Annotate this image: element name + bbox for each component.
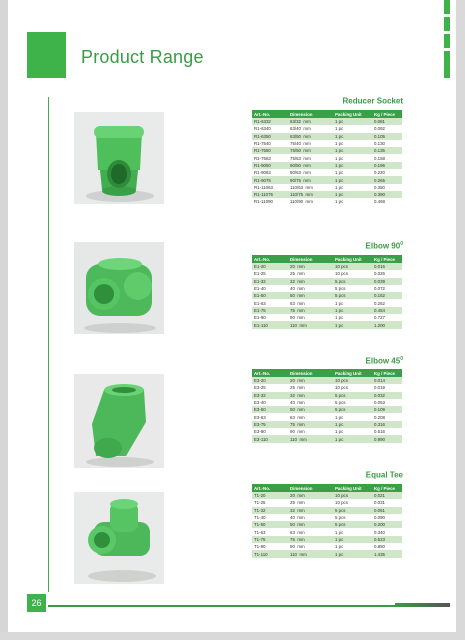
table-cell: 32 mm: [288, 392, 333, 399]
table-cell: 1 pc: [333, 435, 372, 442]
left-frame-border: [0, 0, 8, 640]
table-cell: 1 pc: [335, 199, 344, 205]
table-row: [252, 285, 402, 292]
page-title: Product Range: [81, 47, 204, 67]
table-row: [252, 176, 402, 183]
table-cell: 90 mm: [290, 315, 305, 321]
table-cell: E3-90: [254, 429, 266, 435]
column-header: Art.-No.: [252, 255, 288, 263]
table-cell: R1-7550: [252, 147, 288, 154]
table-cell: 5 pcs: [335, 400, 346, 406]
table-cell: T1-32: [252, 507, 288, 514]
table-cell: E3-50: [252, 406, 288, 413]
table-cell: E1-20: [252, 263, 288, 270]
section-title-equal-tee: Equal Tee: [365, 470, 403, 480]
table-cell: 20 mm: [288, 492, 333, 499]
table-cell: E1-75: [252, 307, 288, 314]
table-cell: 1 pc: [333, 550, 372, 557]
table-cell: 40 mm: [290, 286, 305, 292]
table-header-row: [252, 369, 402, 377]
table-cell: 5 pcs: [333, 278, 372, 285]
table-cell: 63 mm: [290, 414, 305, 420]
table-cell: 63/32 mm: [288, 118, 333, 125]
table-cell: 1 pc: [335, 170, 344, 176]
column-header: Kg / Piece: [372, 110, 402, 118]
table-cell: 0.135: [372, 147, 402, 154]
table-row: [252, 154, 402, 161]
column-header: Packing Unit: [333, 110, 372, 118]
table-cell: R1-6332: [252, 118, 288, 125]
table-header-row: [252, 484, 402, 492]
table-row: [252, 270, 402, 277]
table-cell: 1 pc: [335, 126, 344, 132]
table-row: [252, 377, 402, 384]
table-cell: 1 pc: [335, 155, 344, 161]
table-cell: 0.021: [372, 492, 402, 499]
table-cell: 110/75 mm: [288, 191, 333, 198]
table-cell: 0.468: [374, 199, 385, 205]
table-cell: 110/63 mm: [290, 184, 313, 190]
table-cell: 25 mm: [290, 385, 305, 391]
table-cell: 5 pcs: [333, 392, 372, 399]
footer-line: [48, 605, 398, 607]
table-cell: 5 pcs: [335, 286, 346, 292]
table-cell: 0.158: [374, 155, 385, 161]
elbow-90-table: [252, 255, 402, 329]
table-row: [252, 263, 402, 270]
table-cell: 1.435: [372, 550, 402, 557]
table-row: [252, 384, 402, 391]
table-header-row: [252, 110, 402, 118]
footer-gradient-bar: [395, 603, 450, 607]
table-cell: 1 pc: [335, 429, 344, 435]
section-title-reducer-socket: Reducer Socket: [342, 96, 403, 106]
table-cell: E3-25: [254, 385, 266, 391]
table-cell: 10 pcs: [335, 500, 348, 506]
table-cell: 50 mm: [288, 406, 333, 413]
table-cell: 1 pc: [335, 414, 344, 420]
table-cell: 0.162: [372, 292, 402, 299]
table-row: [252, 321, 402, 328]
table-cell: 90/63 mm: [290, 170, 311, 176]
table-cell: 0.026: [374, 271, 385, 277]
table-cell: E3-40: [254, 400, 266, 406]
table-cell: 5 pcs: [333, 521, 372, 528]
table-cell: 90/50 mm: [288, 162, 333, 169]
table-cell: 1 pc: [335, 184, 344, 190]
column-header: Packing Unit: [333, 484, 372, 492]
table-cell: 0.196: [372, 162, 402, 169]
table-cell: T1-63: [254, 529, 266, 535]
table-cell: 1 pc: [333, 118, 372, 125]
table-row: [252, 392, 402, 399]
column-header: Art.-No.: [252, 369, 288, 377]
table-cell: 0.265: [372, 176, 402, 183]
table-cell: 0.454: [372, 307, 402, 314]
section-title-elbow-90: Elbow $90^0$: [365, 241, 403, 251]
right-frame-border: [456, 0, 465, 640]
table-row: [252, 499, 402, 506]
table-cell: 20 mm: [288, 377, 333, 384]
table-cell: R1-7540: [254, 141, 271, 147]
table-row: [252, 521, 402, 528]
table-cell: 0.316: [372, 421, 402, 428]
table-cell: 1 pc: [333, 147, 372, 154]
table-cell: 110 mm: [288, 435, 333, 442]
table-cell: 90/75 mm: [288, 176, 333, 183]
column-header: Kg / Piece: [372, 369, 402, 377]
table-cell: E1-90: [254, 315, 266, 321]
table-cell: 50 mm: [288, 292, 333, 299]
column-header: Packing Unit: [333, 255, 372, 263]
elbow-90-image: [74, 242, 164, 334]
side-stripes-decoration: [444, 0, 450, 78]
table-cell: 0.105: [372, 133, 402, 140]
table-cell: 0.727: [374, 315, 385, 321]
reducer-socket-table: [252, 110, 402, 206]
table-row: [252, 118, 402, 125]
table-cell: 32 mm: [288, 278, 333, 285]
table-cell: 1 pc: [333, 162, 372, 169]
table-cell: 1 pc: [335, 141, 344, 147]
table-cell: 0.262: [374, 300, 385, 306]
table-row: [252, 140, 402, 147]
table-cell: 0.220: [374, 170, 385, 176]
table-row: [252, 492, 402, 499]
table-cell: 1 pc: [335, 544, 344, 550]
table-cell: 63 mm: [290, 529, 305, 535]
table-cell: 0.051: [372, 507, 402, 514]
table-cell: 0.340: [374, 529, 385, 535]
table-row: [252, 169, 402, 176]
table-cell: 10 pcs: [333, 492, 372, 499]
table-cell: E3-32: [252, 392, 288, 399]
table-row: [252, 133, 402, 140]
table-cell: 0.032: [372, 392, 402, 399]
table-row: [252, 399, 402, 406]
table-cell: E1-110: [252, 321, 288, 328]
table-cell: 0.109: [372, 406, 402, 413]
table-row: [252, 307, 402, 314]
table-cell: 90 mm: [290, 544, 305, 550]
table-row: [252, 550, 402, 557]
table-cell: 90 mm: [290, 429, 305, 435]
equal-tee-table: [252, 484, 402, 558]
table-row: [252, 435, 402, 442]
table-cell: 1 pc: [333, 191, 372, 198]
table-row: [252, 413, 402, 420]
table-cell: R1-9075: [252, 176, 288, 183]
table-row: [252, 292, 402, 299]
table-cell: 0.523: [372, 536, 402, 543]
table-cell: E3-110: [252, 435, 288, 442]
table-cell: R1-11090: [254, 199, 273, 205]
table-cell: R1-9050: [252, 162, 288, 169]
table-cell: E3-20: [252, 377, 288, 384]
table-cell: T1-90: [254, 544, 266, 550]
table-cell: E1-50: [252, 292, 288, 299]
table-cell: 0.200: [372, 521, 402, 528]
table-header-row: [252, 255, 402, 263]
column-header: Dimension: [288, 369, 333, 377]
table-cell: 75/50 mm: [288, 147, 333, 154]
table-row: [252, 514, 402, 521]
table-cell: 75 mm: [288, 536, 333, 543]
table-cell: 1 pc: [333, 307, 372, 314]
table-cell: 1 pc: [333, 133, 372, 140]
table-cell: E3-75: [252, 421, 288, 428]
table-cell: 110 mm: [288, 321, 333, 328]
column-header: Kg / Piece: [372, 255, 402, 263]
table-row: [252, 162, 402, 169]
table-cell: E3-63: [254, 414, 266, 420]
table-cell: 0.039: [372, 278, 402, 285]
table-cell: 1 pc: [333, 176, 372, 183]
table-cell: E1-32: [252, 278, 288, 285]
elbow-45-image: [74, 374, 164, 468]
table-row: [252, 278, 402, 285]
table-cell: R1-11063: [254, 184, 273, 190]
table-cell: 1 pc: [333, 321, 372, 328]
table-cell: 63/50 mm: [288, 133, 333, 140]
table-cell: 0.516: [374, 429, 385, 435]
table-cell: R1-7563: [254, 155, 271, 161]
table-cell: E1-25: [254, 271, 266, 277]
table-cell: R1-11075: [252, 191, 288, 198]
table-cell: 40 mm: [290, 400, 305, 406]
table-cell: 40 mm: [290, 515, 305, 521]
table-cell: 0.014: [372, 377, 402, 384]
table-row: [252, 314, 402, 321]
table-row: [252, 406, 402, 413]
section-title-elbow-45: Elbow $45^0$: [365, 356, 403, 366]
vertical-divider: [48, 97, 49, 592]
table-row: [252, 421, 402, 428]
table-cell: 1 pc: [335, 315, 344, 321]
table-cell: T1-25: [254, 500, 266, 506]
table-row: [252, 191, 402, 198]
table-row: [252, 528, 402, 535]
table-cell: R1-9063: [254, 170, 271, 176]
table-cell: 20 mm: [288, 263, 333, 270]
table-cell: 32 mm: [288, 507, 333, 514]
table-cell: 75 mm: [288, 421, 333, 428]
table-cell: 10 pcs: [335, 271, 348, 277]
table-row: [252, 299, 402, 306]
table-cell: 0.208: [374, 414, 385, 420]
table-cell: 0.016: [372, 263, 402, 270]
header-green-block: [27, 32, 66, 78]
column-header: Art.-No.: [252, 484, 288, 492]
table-cell: 1 pc: [333, 421, 372, 428]
table-cell: 5 pcs: [333, 507, 372, 514]
table-cell: T1-20: [252, 492, 288, 499]
table-cell: 5 pcs: [335, 515, 346, 521]
column-header: Art.-No.: [252, 110, 288, 118]
table-row: [252, 428, 402, 435]
table-cell: E1-63: [254, 300, 266, 306]
table-cell: 63/40 mm: [290, 126, 311, 132]
table-cell: 5 pcs: [333, 292, 372, 299]
table-cell: 0.090: [374, 515, 385, 521]
table-cell: T1-75: [252, 536, 288, 543]
table-cell: 0.019: [374, 385, 385, 391]
table-cell: 110 mm: [288, 550, 333, 557]
table-row: [252, 125, 402, 132]
elbow-45-table: [252, 369, 402, 443]
table-cell: 5 pcs: [333, 406, 372, 413]
column-header: Dimension: [288, 484, 333, 492]
table-row: [252, 198, 402, 205]
table-cell: 1.200: [372, 321, 402, 328]
equal-tee-image: [74, 492, 164, 584]
column-header: Packing Unit: [333, 369, 372, 377]
table-cell: E1-40: [254, 286, 266, 292]
table-cell: 63 mm: [290, 300, 305, 306]
table-cell: T1-50: [252, 521, 288, 528]
table-row: [252, 507, 402, 514]
table-cell: 0.350: [374, 184, 385, 190]
reducer-socket-image: [74, 112, 164, 204]
table-cell: 0.990: [372, 435, 402, 442]
table-cell: 0.850: [374, 544, 385, 550]
table-cell: 0.130: [374, 141, 385, 147]
table-cell: 0.390: [372, 191, 402, 198]
table-cell: 75 mm: [288, 307, 333, 314]
table-row: [252, 184, 402, 191]
table-row: [252, 536, 402, 543]
table-cell: 1 pc: [335, 300, 344, 306]
table-row: [252, 543, 402, 550]
table-cell: 50 mm: [288, 521, 333, 528]
bottom-frame-border: [0, 632, 465, 640]
column-header: Dimension: [288, 110, 333, 118]
table-row: [252, 147, 402, 154]
table-cell: 75/40 mm: [290, 141, 311, 147]
column-header: Kg / Piece: [372, 484, 402, 492]
table-cell: 0.053: [374, 400, 385, 406]
table-cell: 1 pc: [335, 529, 344, 535]
table-cell: T1-110: [252, 550, 288, 557]
table-cell: 25 mm: [290, 500, 305, 506]
table-cell: R1-6350: [252, 133, 288, 140]
table-cell: 10 pcs: [333, 377, 372, 384]
table-cell: 110/90 mm: [290, 199, 313, 205]
table-cell: 0.072: [374, 286, 385, 292]
table-cell: 0.081: [372, 118, 402, 125]
column-header: Dimension: [288, 255, 333, 263]
table-cell: R1-6340: [254, 126, 271, 132]
table-cell: 10 pcs: [333, 263, 372, 270]
table-cell: 0.092: [374, 126, 385, 132]
table-cell: 0.031: [374, 500, 385, 506]
table-cell: 25 mm: [290, 271, 305, 277]
table-cell: 1 pc: [333, 536, 372, 543]
page-number: 26: [27, 594, 46, 612]
table-cell: 10 pcs: [335, 385, 348, 391]
table-cell: T1-40: [254, 515, 266, 521]
table-cell: 75/63 mm: [290, 155, 311, 161]
